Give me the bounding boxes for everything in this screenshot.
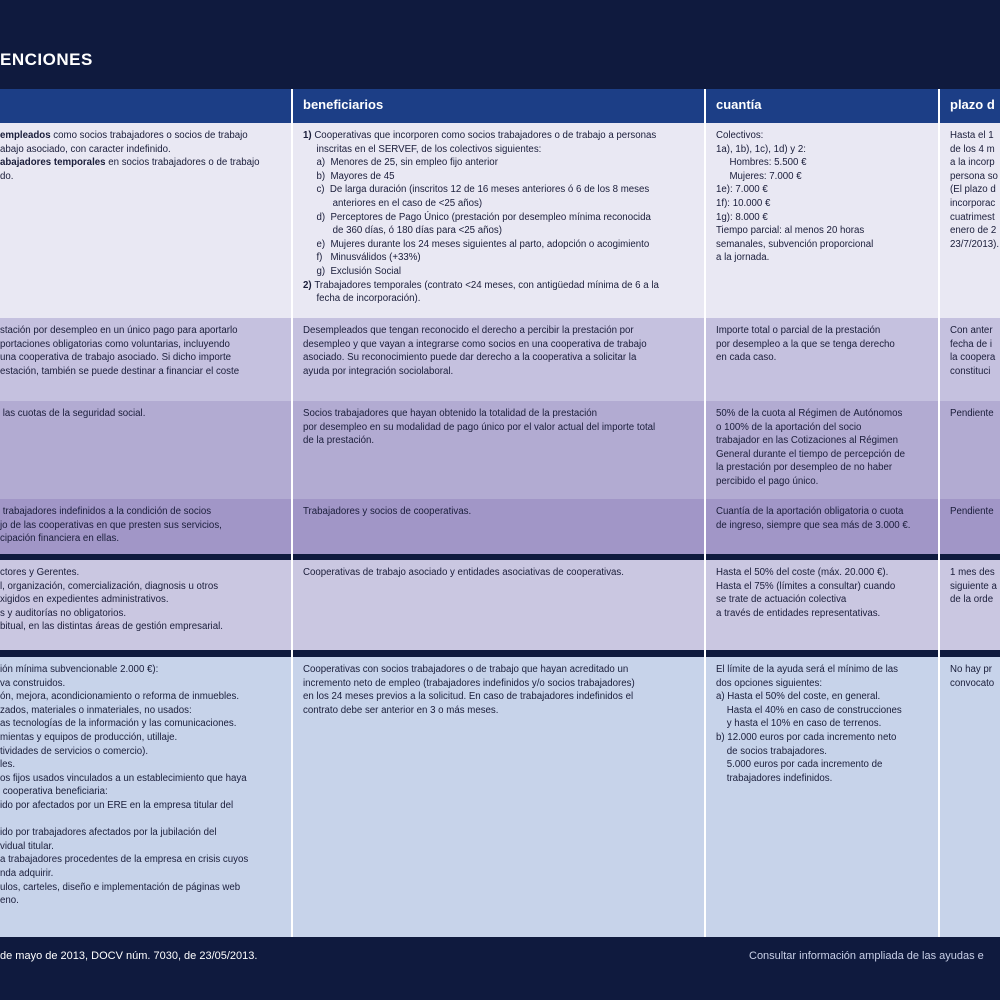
text-line: [716, 731, 928, 745]
header-cuantia: cuantía: [706, 89, 938, 123]
text-span: ctores y Gerentes.: [0, 567, 80, 578]
page-title: ENCIONES: [0, 50, 93, 69]
text-span: en los 24 meses previos a la solicitud. En caso de trabajadores indefinidos el: [303, 691, 634, 703]
text-span: cuatrimest: [950, 211, 995, 223]
text-line: [716, 251, 928, 265]
text-line: [716, 566, 928, 580]
text-span: d) Perceptores de Pago Único (prestación por desempleo mínima reconocida: [303, 211, 651, 223]
text-line: [950, 197, 1000, 211]
text-line: [716, 772, 928, 786]
text-span: g) Exclusión Social: [303, 265, 401, 277]
text-span: jo de las cooperativas en que presten sus servicios,: [0, 519, 222, 531]
text-line: [716, 745, 928, 759]
text-span: desempleo y que vayan a integrarse como socios en una cooperativa de trabajo: [303, 338, 647, 350]
text-line: [303, 251, 694, 265]
text-span: c) De larga duración (inscritos 12 de 16 meses anteriores ó 6 de los 8 meses: [303, 184, 650, 196]
text-line: [716, 717, 928, 731]
text-span: portaciones obligatorias como voluntarias, incluyendo: [0, 338, 230, 350]
text-line: [303, 224, 694, 238]
text-span: la coopera: [950, 352, 996, 364]
text-span: o 100% de la aportación del socio: [716, 421, 862, 433]
text-span: Tiempo parcial: al menos 20 horas: [716, 225, 865, 237]
text-line: [950, 351, 1000, 365]
text-span: empleados: [0, 130, 51, 141]
text-line: [303, 324, 694, 338]
text-span: e) Mujeres durante los 24 meses siguientes al parto, adopción o acogimiento: [303, 238, 650, 250]
text-line: [303, 434, 694, 448]
text-line: [716, 183, 928, 197]
text-span: incremento neto de empleo (trabajadores indefinidos y/o socios trabajadores): [303, 677, 635, 689]
text-span: zados, materiales o inmateriales, no usados:: [0, 704, 192, 716]
text-line: [0, 677, 281, 691]
text-span: l, organización, comercialización, diagnosis u otros: [0, 580, 219, 592]
text-span: ayuda por integración sociolaboral.: [303, 365, 454, 377]
text-line: [303, 704, 694, 718]
header-beneficiarios: beneficiarios: [293, 89, 704, 123]
cell-row1-plazo: [940, 123, 1000, 318]
text-line: [303, 279, 694, 293]
text-line: [716, 519, 928, 533]
text-line: [716, 461, 928, 475]
text-span: Hasta el 50% del coste (máx. 20.000 €).: [716, 567, 889, 578]
text-line: [303, 292, 694, 306]
cell-row2-description: [0, 318, 291, 401]
text-span: f) Minusválidos (+33%): [303, 252, 421, 264]
text-span: Hombres: 5.500 €: [716, 157, 807, 169]
text-span: General durante el tiempo de percepción de: [716, 448, 906, 460]
text-line: [0, 690, 281, 704]
text-line: [0, 813, 281, 827]
text-line: [303, 170, 694, 184]
cell-row3-description: [0, 401, 291, 499]
text-line: [0, 170, 281, 184]
text-span: ón, mejora, acondicionamiento o reforma de inmuebles.: [0, 691, 240, 703]
text-line: [303, 677, 694, 691]
text-line: [950, 505, 1000, 519]
text-line: [0, 867, 281, 881]
footer-link[interactable]: Consultar información ampliada de las ayudas e: [749, 950, 984, 962]
text-line: [0, 156, 281, 170]
column-divider: [704, 89, 706, 937]
text-line: [0, 505, 281, 519]
text-line: [716, 607, 928, 621]
text-line: [950, 143, 1000, 157]
text-span: de ingreso, siempre que sea más de 3.000 €.: [716, 519, 911, 531]
text-line: [0, 324, 281, 338]
text-span: s y auditorías no obligatorios.: [0, 607, 127, 619]
cell-row2-beneficiarios: [293, 318, 704, 401]
cell-row5-beneficiarios: [293, 560, 704, 650]
text-span: las cuotas de la seguridad social.: [0, 408, 146, 419]
text-span: 5.000 euros por cada incremento de: [716, 759, 883, 771]
text-line: [716, 211, 928, 225]
text-line: [0, 338, 281, 352]
text-span: fecha de incorporación).: [303, 293, 421, 305]
text-span: ido por trabajadores afectados por la jubilación del: [0, 827, 217, 839]
text-span: Cooperativas de trabajo asociado y entidades asociativas de cooperativas.: [303, 567, 624, 578]
text-span: de la prestación.: [303, 435, 375, 447]
text-span: de la orde: [950, 594, 994, 606]
text-line: [716, 129, 928, 143]
text-span: una cooperativa de trabajo asociado. Si dicho importe: [0, 352, 232, 364]
text-span: abajo asociado, con caracter indefinido.: [0, 143, 171, 155]
text-line: [716, 663, 928, 677]
column-plazo: [940, 89, 1000, 937]
text-span: a la jornada.: [716, 252, 770, 264]
text-span: a trabajadores procedentes de la empresa en crisis cuyos: [0, 854, 249, 866]
text-span: contrato debe ser anterior en 3 o más meses.: [303, 704, 499, 716]
text-line: [303, 421, 694, 435]
text-span: 1): [303, 130, 315, 141]
text-span: ulos, carteles, diseño e implementación de páginas web: [0, 881, 241, 893]
text-line: [0, 143, 281, 157]
text-line: [0, 532, 281, 546]
text-span: Trabajadores temporales (contrato <24 meses, con antigüedad mínima de 6 a la: [314, 279, 659, 291]
text-line: [716, 475, 928, 489]
text-line: [0, 772, 281, 786]
text-span: 1a), 1b), 1c), 1d) y 2:: [716, 143, 806, 155]
cell-row4-cuantia: [706, 499, 938, 554]
text-span: siguiente a: [950, 580, 997, 592]
text-line: [0, 566, 281, 580]
text-line: [0, 580, 281, 594]
column-divider: [291, 89, 293, 937]
text-span: por desempleo a la que se tenga derecho: [716, 338, 895, 350]
text-span: 2): [303, 279, 315, 291]
text-line: [950, 211, 1000, 225]
column-divider: [938, 89, 940, 937]
cell-row1-beneficiarios: [293, 123, 704, 318]
column-beneficiarios: [293, 89, 704, 937]
column-cuantia: [706, 89, 938, 937]
text-line: [0, 745, 281, 759]
text-span: convocato: [950, 677, 995, 689]
cell-row6-cuantia: [706, 657, 938, 937]
text-line: [716, 351, 928, 365]
text-span: trabajadores indefinidos.: [716, 772, 833, 784]
text-line: [716, 143, 928, 157]
text-span: asociado. Su reconocimiento puede dar derecho a la cooperativa a solicitar la: [303, 352, 637, 364]
text-line: [0, 607, 281, 621]
text-span: percibido el pago único.: [716, 475, 819, 487]
text-line: [0, 593, 281, 607]
text-span: a) Hasta el 50% del coste, en general.: [716, 691, 881, 703]
text-span: Colectivos:: [716, 130, 764, 141]
text-span: de socios trabajadores.: [716, 745, 827, 757]
text-span: se trate de actuación colectiva: [716, 594, 847, 606]
text-line: [303, 129, 694, 143]
text-span: os fijos usados vinculados a un establecimiento que haya: [0, 772, 247, 784]
text-line: [0, 826, 281, 840]
text-line: [716, 704, 928, 718]
cell-row2-cuantia: [706, 318, 938, 401]
text-span: nda adquirir.: [0, 867, 54, 879]
text-span: Pendiente: [950, 408, 994, 419]
text-span: 1g): 8.000 €: [716, 211, 768, 223]
text-span: de los 4 m: [950, 143, 995, 155]
text-span: dos opciones siguientes:: [716, 677, 823, 689]
text-line: [950, 238, 1000, 252]
text-line: [716, 505, 928, 519]
text-span: semanales, subvención proporcional: [716, 238, 874, 250]
text-span: tividades de servicios o comercio).: [0, 745, 149, 757]
text-span: Hasta el 1: [950, 130, 994, 141]
text-line: [303, 365, 694, 379]
text-span: Trabajadores y socios de cooperativas.: [303, 506, 472, 517]
text-line: [716, 197, 928, 211]
text-line: [950, 663, 1000, 677]
cell-row3-beneficiarios: [293, 401, 704, 499]
text-line: [716, 238, 928, 252]
text-line: [303, 238, 694, 252]
text-span: No hay pr: [950, 664, 992, 675]
cell-row3-plazo: [940, 401, 1000, 499]
text-line: [0, 894, 281, 908]
text-line: [716, 156, 928, 170]
text-span: 23/7/2013).: [950, 238, 1000, 250]
text-span: incorporac: [950, 197, 996, 209]
text-span: ión mínima subvencionable 2.000 €):: [0, 664, 159, 675]
text-line: [0, 519, 281, 533]
text-span: por desempleo en su modalidad de pago único por el valor actual del importe total: [303, 421, 656, 433]
text-span: a través de entidades representativas.: [716, 607, 881, 619]
text-span: cooperativa beneficiaria:: [0, 786, 108, 798]
cell-row4-plazo: [940, 499, 1000, 554]
text-span: a la incorp: [950, 157, 995, 169]
text-span: 1 mes des: [950, 567, 995, 578]
text-line: [0, 704, 281, 718]
cell-row6-description: [0, 657, 291, 937]
text-span: anteriores en el caso de <25 años): [303, 197, 483, 209]
text-line: [0, 853, 281, 867]
text-line: [303, 197, 694, 211]
text-span: como socios trabajadores o socios de trabajo: [50, 130, 248, 141]
text-span: xigidos en expedientes administrativos.: [0, 594, 169, 606]
text-span: cipación financiera en ellas.: [0, 533, 120, 545]
text-line: [0, 663, 281, 677]
text-span: Pendiente: [950, 506, 994, 517]
text-span: y hasta el 10% en caso de terrenos.: [716, 718, 882, 730]
text-line: [303, 566, 694, 580]
text-span: trabajador en las Cotizaciones al Régimen: [716, 435, 899, 447]
text-line: [716, 580, 928, 594]
cell-row6-plazo: [940, 657, 1000, 937]
subsidies-table: [0, 89, 1000, 937]
text-line: [716, 690, 928, 704]
text-span: El límite de la ayuda será el mínimo de las: [716, 664, 898, 675]
text-line: [950, 156, 1000, 170]
text-line: [303, 505, 694, 519]
footer-source: de mayo de 2013, DOCV núm. 7030, de 23/05/2013.: [0, 950, 258, 962]
text-span: enero de 2: [950, 225, 997, 237]
text-span: 1e): 7.000 €: [716, 184, 768, 196]
text-span: stación por desempleo en un único pago para aportarlo: [0, 325, 238, 336]
text-span: 50% de la cuota al Régimen de Autónomos: [716, 408, 903, 419]
row-separator: [0, 650, 1000, 657]
text-span: as tecnologías de la información y las comunicaciones.: [0, 718, 237, 730]
text-line: [950, 183, 1000, 197]
text-line: [950, 338, 1000, 352]
text-span: do.: [0, 170, 14, 182]
text-span: les.: [0, 759, 16, 771]
text-line: [0, 758, 281, 772]
text-span: b) 12.000 euros por cada incremento neto: [716, 731, 897, 743]
text-span: Cooperativas que incorporen como socios trabajadores o de trabajo a personas: [314, 130, 657, 141]
row-separator: [0, 554, 1000, 560]
text-line: [716, 338, 928, 352]
text-line: [303, 351, 694, 365]
cell-row4-beneficiarios: [293, 499, 704, 554]
text-line: [950, 224, 1000, 238]
text-line: [950, 324, 1000, 338]
text-line: [303, 183, 694, 197]
text-span: bitual, en las distintas áreas de gestión empresarial.: [0, 621, 223, 633]
text-line: [716, 324, 928, 338]
text-span: Con anter: [950, 325, 993, 336]
text-span: persona so: [950, 170, 998, 182]
text-span: Cuantía de la aportación obligatoria o cuota: [716, 506, 904, 517]
text-line: [303, 663, 694, 677]
text-line: [950, 129, 1000, 143]
header-description: [0, 89, 291, 123]
text-span: 1f): 10.000 €: [716, 197, 771, 209]
text-line: [950, 580, 1000, 594]
text-line: [716, 434, 928, 448]
cell-row2-plazo: [940, 318, 1000, 401]
text-span: Hasta el 40% en caso de construcciones: [716, 704, 902, 716]
text-span: Hasta el 75% (límites a consultar) cuando: [716, 580, 896, 592]
cell-row5-description: [0, 560, 291, 650]
text-line: [950, 170, 1000, 184]
text-line: [0, 129, 281, 143]
text-span: en cada caso.: [716, 352, 777, 364]
text-line: [950, 566, 1000, 580]
text-line: [303, 690, 694, 704]
text-span: ido por afectados por un ERE en la empresa titular del: [0, 799, 234, 811]
text-line: [303, 265, 694, 279]
cell-row4-description: [0, 499, 291, 554]
text-span: va construidos.: [0, 677, 66, 689]
text-line: [716, 448, 928, 462]
text-line: [0, 620, 281, 634]
text-span: (El plazo d: [950, 184, 996, 196]
text-span: inscritas en el SERVEF, de los colectivos siguientes:: [303, 143, 542, 155]
text-line: [303, 156, 694, 170]
text-span: Desempleados que tengan reconocido el derecho a percibir la prestación por: [303, 325, 634, 336]
cell-row3-cuantia: [706, 401, 938, 499]
text-line: [0, 840, 281, 854]
text-span: en socios trabajadores o de trabajo: [105, 157, 260, 169]
text-span: trabajadores indefinidos a la condición de socios: [0, 506, 212, 517]
text-line: [716, 758, 928, 772]
text-span: eno.: [0, 895, 19, 907]
text-line: [0, 351, 281, 365]
text-line: [716, 593, 928, 607]
text-line: [303, 143, 694, 157]
text-line: [0, 785, 281, 799]
cell-row5-cuantia: [706, 560, 938, 650]
header-plazo: plazo d: [940, 89, 1000, 123]
text-line: [0, 717, 281, 731]
text-line: [950, 365, 1000, 379]
text-line: [950, 593, 1000, 607]
text-span: estación, también se puede destinar a financiar el coste: [0, 365, 240, 377]
text-line: [0, 731, 281, 745]
text-span: a) Menores de 25, sin empleo fijo anterior: [303, 157, 498, 169]
text-line: [0, 407, 281, 421]
text-span: b) Mayores de 45: [303, 170, 395, 182]
text-line: [0, 881, 281, 895]
text-span: la prestación por desempleo de no haber: [716, 462, 893, 474]
text-line: [303, 407, 694, 421]
cell-row6-beneficiarios: [293, 657, 704, 937]
text-line: [716, 421, 928, 435]
text-span: Socios trabajadores que hayan obtenido la totalidad de la prestación: [303, 408, 598, 419]
text-line: [716, 224, 928, 238]
text-line: [716, 677, 928, 691]
text-line: [950, 407, 1000, 421]
text-span: de 360 días, ó 180 días para <25 años): [303, 225, 502, 237]
cell-row1-description: [0, 123, 291, 318]
column-description: [0, 89, 291, 937]
text-span: fecha de i: [950, 338, 993, 350]
text-span: Importe total o parcial de la prestación: [716, 325, 881, 336]
text-span: abajadores temporales: [0, 157, 106, 169]
text-span: Cooperativas con socios trabajadores o de trabajo que hayan acreditado un: [303, 664, 629, 675]
text-span: mientas y equipos de producción, utillaje.: [0, 731, 178, 743]
cell-row5-plazo: [940, 560, 1000, 650]
text-line: [0, 799, 281, 813]
text-span: vidual titular.: [0, 840, 54, 852]
text-line: [950, 677, 1000, 691]
text-line: [303, 338, 694, 352]
text-line: [716, 170, 928, 184]
text-line: [303, 211, 694, 225]
text-span: constituci: [950, 365, 991, 377]
cell-row1-cuantia: [706, 123, 938, 318]
text-line: [0, 365, 281, 379]
text-span: Mujeres: 7.000 €: [716, 170, 802, 182]
text-line: [716, 407, 928, 421]
